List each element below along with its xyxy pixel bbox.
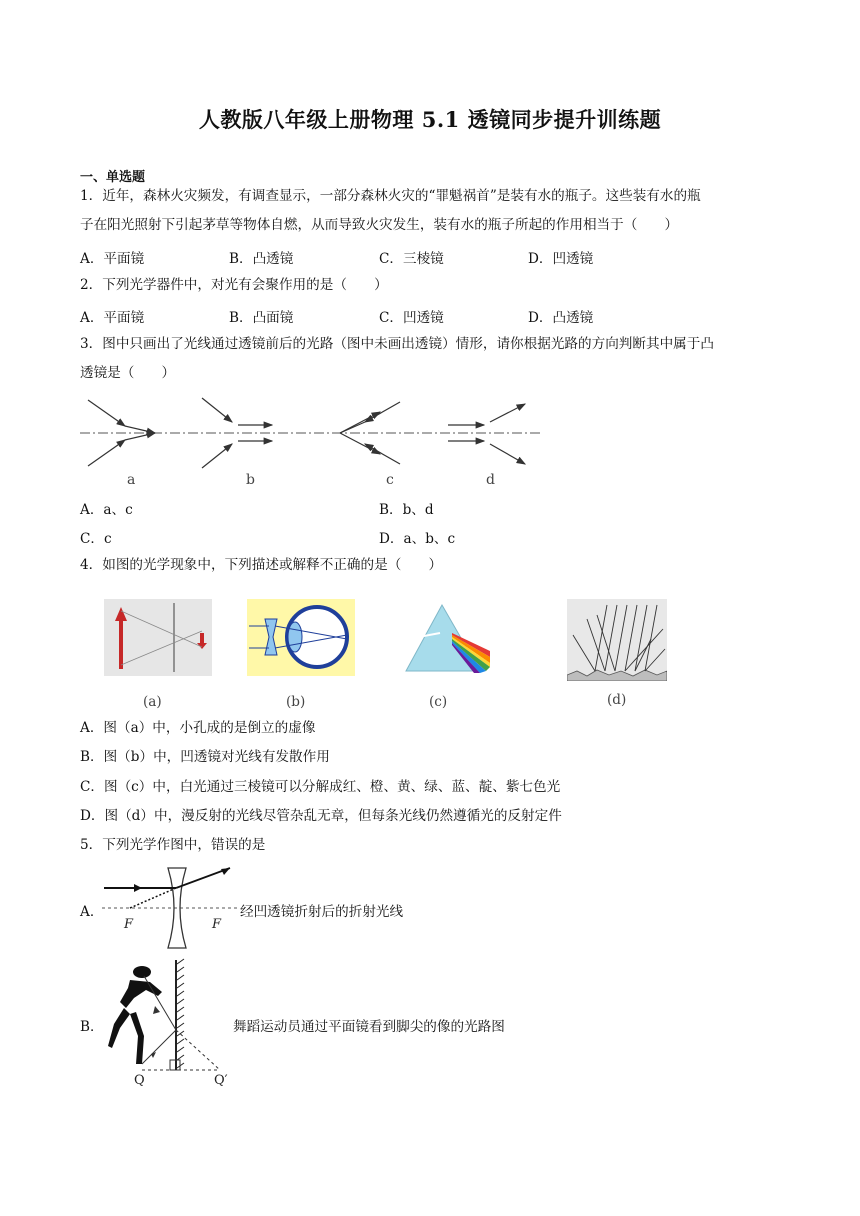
q1-option-a: A．平面镜 (80, 251, 145, 267)
q5-line-1: 5．下列光学作图中，错误的是 (80, 837, 266, 853)
q5-option-a-concave-lens-figure (102, 866, 237, 950)
q5-option-a-caption: 经凹透镜折射后的折射光线 (240, 904, 404, 920)
q3-label-c: c (386, 472, 394, 488)
q4-figure-a-pinhole (104, 599, 212, 676)
q5-focus-right: F (212, 917, 222, 932)
q3-label-b: b (246, 472, 255, 488)
q3-option-b: B．b、d (379, 502, 434, 518)
q4-figure-c-prism (400, 599, 490, 676)
q2-option-d: D．凸透镜 (528, 310, 594, 326)
q3-label-d: d (486, 472, 495, 488)
q5-focus-left: F (124, 917, 134, 932)
q5-option-a-label: A． (80, 904, 104, 920)
q1-line-1: 1．近年，森林火灾频发，有调查显示，一部分森林火灾的“罪魁祸首”是装有水的瓶子。这些装有水的瓶 (80, 188, 701, 204)
q2-line-1: 2．下列光学器件中，对光有会聚作用的是（ ） (80, 277, 388, 293)
page-title: 人教版八年级上册物理 5.1 透镜同步提升训练题 (198, 107, 662, 132)
q4-label-c: (c) (429, 694, 448, 710)
q3-figure-d (448, 404, 525, 464)
q4-option-a: A．图（a）中，小孔成的是倒立的虚像 (80, 720, 316, 736)
q1-option-d: D．凹透镜 (528, 251, 594, 267)
q4-option-b: B．图（b）中，凹透镜对光线有发散作用 (80, 749, 330, 765)
q3-label-a: a (127, 472, 136, 488)
q3-option-d: D．a、b、c (379, 531, 456, 547)
q3-light-path-figure (80, 392, 550, 492)
q3-line-2: 透镜是（ ） (80, 365, 176, 381)
q4-option-d: D．图（d）中，漫反射的光线尽管杂乱无章，但每条光线仍然遵循光的反射定件 (80, 808, 562, 824)
q5-option-b-label: B． (80, 1019, 104, 1035)
q5-point-q: Q (134, 1073, 145, 1088)
q1-option-c: C．三棱镜 (379, 251, 444, 267)
section-heading: 一、单选题 (80, 170, 146, 185)
q4-option-c: C．图（c）中，白光通过三棱镜可以分解成红、橙、黄、绿、蓝、靛、紫七色光 (80, 779, 561, 795)
q2-option-c: C．凹透镜 (379, 310, 444, 326)
q1-line-2: 子在阳光照射下引起茅草等物体自燃，从而导致火灾发生，装有水的瓶子所起的作用相当于（ ） (80, 217, 679, 233)
q2-option-a: A．平面镜 (80, 310, 145, 326)
q4-figure-b-eye-lens (247, 599, 355, 676)
q5-image-point-q: Q′ (214, 1073, 228, 1088)
q1-option-b: B．凸透镜 (229, 251, 294, 267)
q3-option-c: C．c (80, 531, 112, 547)
q5-option-b-caption: 舞蹈运动员通过平面镜看到脚尖的像的光路图 (233, 1019, 505, 1035)
q5-option-b-mirror-figure (100, 958, 240, 1090)
q4-label-b: (b) (286, 694, 306, 710)
q4-label-a: (a) (143, 694, 162, 710)
q3-line-1: 3．图中只画出了光线通过透镜前后的光路（图中未画出透镜）情形，请你根据光路的方向判断其中属于凸 (80, 336, 714, 352)
q4-figure-d-diffuse-reflection (567, 599, 667, 681)
q3-option-a: A．a、c (80, 502, 133, 518)
q4-line-1: 4．如图的光学现象中，下列描述或解释不正确的是（ ） (80, 557, 443, 573)
q2-option-b: B．凸面镜 (229, 310, 294, 326)
q4-label-d: (d) (607, 692, 627, 708)
